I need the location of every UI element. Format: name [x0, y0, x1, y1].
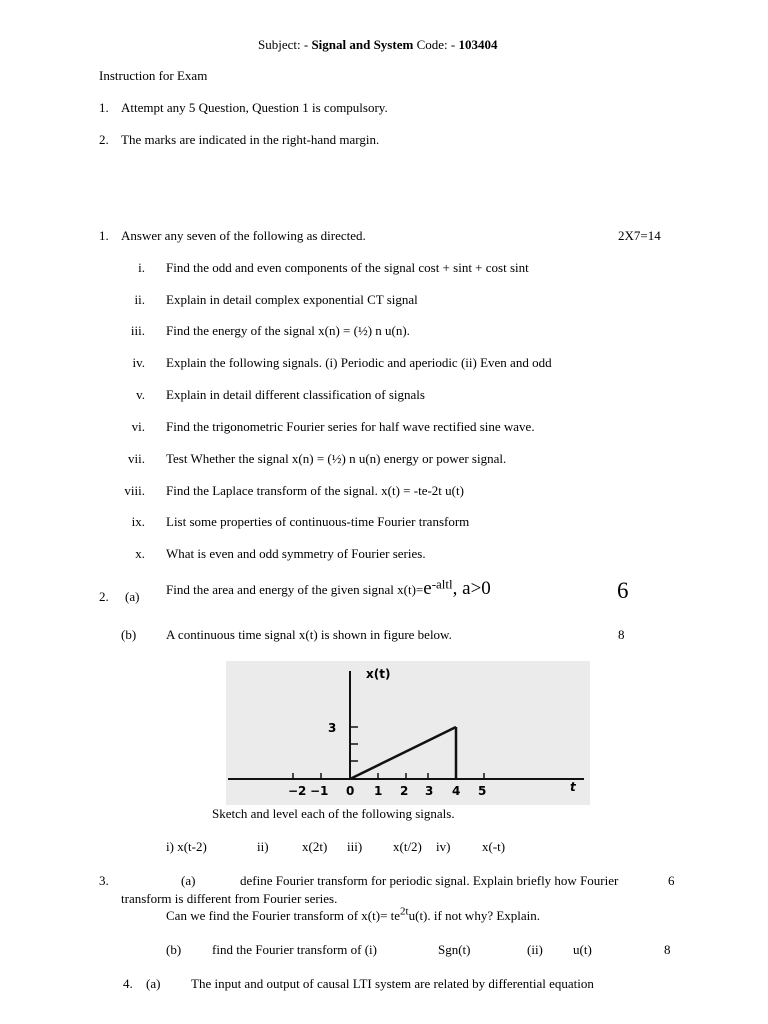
q3a-marks: 6: [668, 873, 675, 888]
q3a-label: (a): [181, 873, 196, 888]
q1-sub-text: What is even and odd symmetry of Fourier series.: [166, 546, 426, 561]
code-value: 103404: [458, 37, 498, 52]
q3b-u: u(t): [573, 942, 592, 957]
x-axis-label: t: [570, 780, 576, 794]
q1-sub-number: ii.: [134, 292, 145, 307]
q4a-label: (a): [146, 976, 161, 991]
q2-option-2: x(2t): [302, 839, 328, 854]
q1-sub-text: Explain in detail different classification of signals: [166, 387, 425, 402]
q3a-text3-post: u(t). if not why? Explain.: [408, 908, 541, 923]
q3a-text-line3: [166, 905, 541, 924]
q1-sub-text: Find the Laplace transform of the signal. x(t) = -te-2t u(t): [166, 483, 464, 498]
q4-number: 4.: [123, 976, 133, 991]
q2a-marks: 6: [617, 578, 629, 603]
q1-marks: 2X7=14: [618, 228, 661, 243]
x-tick-label: −2: [288, 784, 307, 798]
sketch-instruction: Sketch and level each of the following signals.: [212, 806, 455, 821]
instruction-text: Attempt any 5 Question, Question 1 is compulsory.: [121, 100, 388, 115]
instruction-num: 2.: [99, 132, 109, 147]
q1-number: 1.: [99, 228, 109, 243]
q2-number: 2.: [99, 589, 109, 604]
q3b-label: (b): [166, 942, 182, 957]
q1-sub-number: iii.: [130, 323, 145, 338]
q1-sub-text: Find the energy of the signal x(n) = (½) n u(n).: [166, 323, 410, 338]
q1-sub-text: Explain the following signals. (i) Periodic and aperiodic (ii) Even and odd: [166, 355, 552, 370]
code-prefix: Code: -: [413, 37, 459, 52]
q3a-text3-pre: Can we find the Fourier transform of x(t)= te: [166, 908, 401, 923]
q3b-marks: 8: [664, 942, 671, 957]
q1-sub-number: iv.: [132, 355, 145, 370]
q1-sub-text: Explain in detail complex exponential CT signal: [166, 292, 418, 307]
q2-option-4-num: iv): [436, 839, 451, 854]
signal-ramp: [350, 727, 456, 779]
q1-sub-number: ix.: [131, 514, 145, 529]
q1-sub-number: vi.: [131, 419, 145, 434]
x-tick-label: 5: [478, 784, 487, 798]
q3a-text-line2: transform is different from Fourier series.: [121, 891, 338, 906]
q2a-label: (a): [125, 589, 140, 604]
q1-sub-number: v.: [136, 387, 145, 402]
q2a-question: [166, 578, 491, 600]
q2a-e: e: [423, 578, 432, 599]
instruction-num: 1.: [99, 100, 109, 115]
q1-sub-number: vii.: [128, 451, 145, 466]
q3a-text-line1: define Fourier transform for periodic signal. Explain briefly how Fourier: [240, 873, 619, 888]
q3b-sgn: Sgn(t): [438, 942, 471, 957]
q2-option-2-num: ii): [257, 839, 269, 854]
q1-text: Answer any seven of the following as directed.: [121, 228, 366, 243]
header: [258, 37, 497, 53]
q2a-condition: , a>0: [452, 578, 491, 599]
instructions-title: Instruction for Exam: [99, 68, 208, 83]
x-tick-label: 2: [400, 784, 409, 798]
q1-sub-number: i.: [138, 260, 145, 275]
q3b-text: find the Fourier transform of (i): [212, 942, 377, 957]
q1-sub-text: List some properties of continuous-time Fourier transform: [166, 514, 470, 529]
x-tick-label: 0: [346, 784, 355, 798]
signal-figure: [226, 661, 590, 805]
q2b-marks: 8: [618, 627, 625, 642]
subject-prefix: Subject: -: [258, 37, 312, 52]
q1-sub-text: Find the trigonometric Fourier series for half wave rectified sine wave.: [166, 419, 535, 434]
q4a-text: The input and output of causal LTI system are related by differential equation: [191, 976, 594, 991]
q1-sub-number: viii.: [124, 483, 145, 498]
x-tick-label: 3: [425, 784, 434, 798]
q2a-exponent: -altl: [431, 576, 453, 592]
q1-sub-number: x.: [135, 546, 145, 561]
q2a-text: Find the area and energy of the given signal x(t)=: [166, 582, 424, 597]
q3-number: 3.: [99, 873, 109, 888]
q2-option-4: x(-t): [482, 839, 506, 854]
x-tick-label: 1: [374, 784, 383, 798]
q1-sub-text: Find the odd and even components of the signal cost + sint + cost sint: [166, 260, 529, 275]
x-tick-label: 4: [452, 784, 461, 798]
y-axis-label: x(t): [366, 667, 391, 681]
q3a-text3-sup: 2t: [400, 905, 409, 918]
signal-plot: [226, 661, 590, 805]
subject-name: Signal and System: [311, 37, 414, 52]
x-tick-label: −1: [310, 784, 329, 798]
q2b-text: A continuous time signal x(t) is shown in figure below.: [166, 627, 452, 642]
q3b-ii-label: (ii): [527, 942, 543, 957]
instruction-text: The marks are indicated in the right-hand margin.: [121, 132, 380, 147]
q2-option-1: i) x(t-2): [166, 839, 207, 854]
y-tick-label: 3: [328, 721, 337, 735]
q2-option-3: x(t/2): [393, 839, 422, 854]
q2b-label: (b): [121, 627, 137, 642]
q2-option-3-num: iii): [347, 839, 363, 854]
q1-sub-text: Test Whether the signal x(n) = (½) n u(n) energy or power signal.: [166, 451, 507, 466]
